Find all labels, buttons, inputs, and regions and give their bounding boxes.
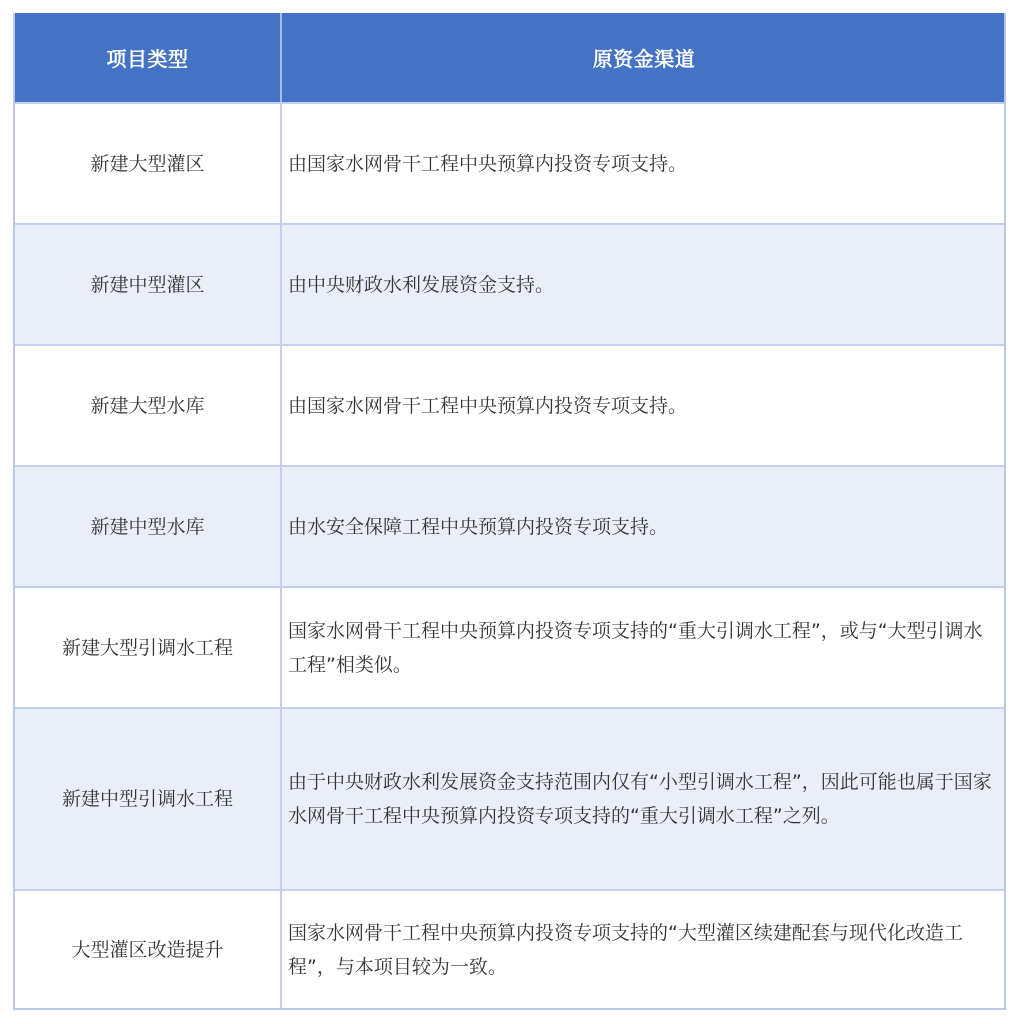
table-row [15,465,1004,586]
table-row [15,102,1004,223]
table-row [15,344,1004,465]
channel-cell [282,709,1004,889]
channel-text: 国家水网骨干工程中央预算内投资专项支持的“大型灌区续建配套与现代化改造工程”，与本项目较为一致。 [288,921,963,978]
channel-cell [282,588,1004,707]
type-cell [15,588,282,707]
header-cell-type [15,13,282,102]
table-row [15,889,1004,1008]
channel-text: 由国家水网骨干工程中央预算内投资专项支持。 [288,394,688,417]
channel-cell [282,346,1004,465]
channel-text: 国家水网骨干工程中央预算内投资专项支持的“重大引调水工程”，或与“大型引调水工程”相类似。 [288,619,983,676]
type-text: 新建中型灌区 [90,273,205,296]
channel-cell [282,467,1004,586]
type-cell [15,467,282,586]
channel-cell [282,891,1004,1008]
type-text: 新建中型水库 [90,515,205,538]
header-cell-channel [282,13,1004,102]
table-header-row [15,13,1004,102]
type-cell [15,225,282,344]
table-row [15,707,1004,889]
type-text: 新建大型引调水工程 [61,636,233,659]
type-text: 新建中型引调水工程 [61,788,233,810]
funding-table [13,13,1006,1010]
type-text: 新建大型水库 [90,394,205,417]
header-label-type: 项目类型 [106,47,189,71]
table-row [15,223,1004,344]
type-text: 大型灌区改造提升 [71,938,224,961]
channel-text: 由水安全保障工程中央预算内投资专项支持。 [288,515,669,538]
type-text: 新建大型灌区 [90,152,205,175]
type-cell [15,709,282,889]
type-cell [15,346,282,465]
table-row [15,586,1004,707]
type-cell [15,104,282,223]
channel-text: 由于中央财政水利发展资金支持范围内仅有“小型引调水工程”，因此可能也属于国家水网骨干工程中央预算内投资专项支持的“重大引调水工程”之列。 [288,771,992,827]
channel-text: 由中央财政水利发展资金支持。 [288,273,555,296]
header-label-channel: 原资金渠道 [592,47,696,71]
channel-text: 由国家水网骨干工程中央预算内投资专项支持。 [288,152,688,175]
type-cell [15,891,282,1008]
channel-cell [282,104,1004,223]
channel-cell [282,225,1004,344]
